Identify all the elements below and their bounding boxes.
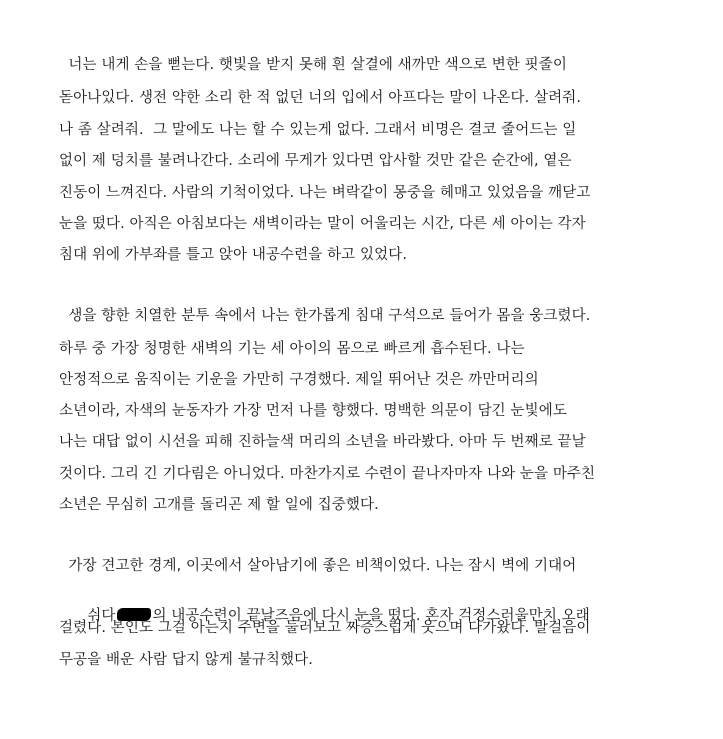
text-line: 가장 견고한 경계, 이곳에서 살아남기에 좋은 비책이었다. 나는 잠시 벽에 기대어 — [59, 558, 577, 574]
text-line: 진동이 느껴진다. 사람의 기척이었다. 나는 벼락같이 몽중을 헤매고 있었음을 깨닫고 — [59, 185, 591, 201]
text-line: 나 좀 살려줘. 그 말에도 나는 할 수 있는게 없다. 그래서 비명은 결코 줄어드는 일 — [59, 122, 577, 138]
text-line: 하루 중 가장 청명한 새벽의 기는 세 아이의 몸으로 빠르게 흡수된다. 나는 — [59, 341, 525, 357]
text-line: 걸렸다. 본인도 그걸 아는지 주변을 둘러보고 짜증스럽게 웃으며 다가왔다. 발걸음이 — [59, 620, 591, 636]
text-line: 눈을 떴다. 아직은 아침보다는 새벽이라는 말이 어울리는 시간, 다른 세 아이는 각자 — [59, 216, 586, 232]
line-prefix: 쉬다 — [87, 608, 116, 624]
text-line: 나는 대답 없이 시선을 피해 진하늘색 머리의 소년을 바라봤다. 아마 두 번째로 끝날 — [59, 434, 586, 450]
text-line: 안정적으로 움직이는 기운을 가만히 구경했다. 제일 뛰어난 것은 까만머리의 — [59, 372, 539, 388]
text-line: 없이 제 덩치를 불려나간다. 소리에 무게가 있다면 압사할 것만 같은 순간에, 옅은 — [59, 153, 572, 169]
text-line: 돋아나있다. 생전 약한 소리 한 적 없던 너의 입에서 아프다는 말이 나온다. 살려줘. — [59, 90, 582, 106]
text-line: 너는 내게 손을 뻗는다. 햇빛을 받지 못해 흰 살결에 새까만 색으로 변한 핏줄이 — [59, 57, 567, 73]
text-line: 무공을 배운 사람 답지 않게 불규칙했다. — [59, 652, 313, 668]
line-rest: 의 내공수련이 끝날즈음에 다시 눈을 떴다. 혼자 걱정스러울만치 오래 — [152, 608, 590, 624]
text-line: 생을 향한 치열한 분투 속에서 나는 한가롭게 침대 구석으로 들어가 몸을 웅크렸다. — [59, 308, 591, 324]
text-line: 소년은 무심히 고개를 돌리곤 제 할 일에 집중했다. — [59, 497, 379, 513]
text-line: 침대 위에 가부좌를 틀고 앉아 내공수련을 하고 있었다. — [59, 247, 408, 263]
text-line: 것이다. 그리 긴 기다림은 아니었다. 마찬가지로 수련이 끝나자마자 나와 눈을 마주친 — [59, 466, 596, 482]
text-line: 소년이라, 자색의 눈동자가 가장 먼저 나를 향했다. 명백한 의문이 담긴 눈빛에도 — [59, 403, 567, 419]
